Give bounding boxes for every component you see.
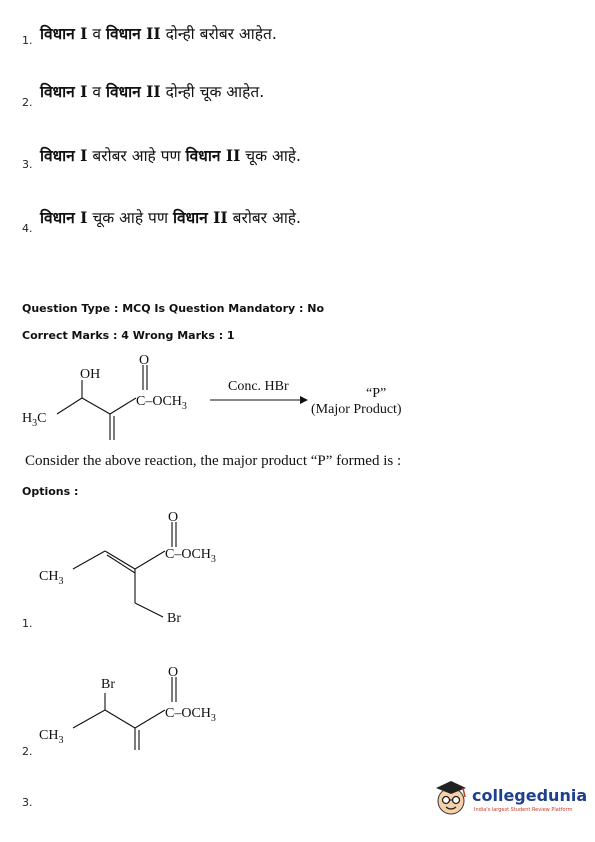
collegedunia-logo [432,777,588,821]
statement-1-conj: व [92,25,101,43]
statement-2-text [40,80,264,102]
reactant-structure [57,365,147,440]
question-text: Consider the above reaction, the major product “P” formed is : [25,453,402,469]
option-1-ester-label: $C-OCH_3$ [165,547,216,565]
option-1-ch3-label: $CH_3$ [39,569,64,587]
h3c-label: $H_3C$ [22,411,47,429]
statement-1-s1: विधान I [40,24,88,43]
statement-4-s1: विधान I [40,208,88,227]
marks-line: Correct Marks : 4 Wrong Marks : 1 [22,329,235,342]
statement-1-number: 1. [22,34,33,47]
ester-label: $C-OCH_3$ [136,394,187,412]
statement-4-text [40,206,301,228]
options-label: Options : [22,485,79,498]
option-2-ch3-label: $CH_3$ [39,728,64,746]
option-1-structure [35,505,265,630]
statement-1-s2: विधान II [105,24,161,43]
option-1-br-label: Br [167,611,181,626]
carbonyl-o-label: O [139,353,150,368]
option-1-o-label: O [168,510,179,525]
option-1-number: 1. [22,617,33,630]
statement-4-rest: बरोबर आहे. [232,209,301,227]
statement-3-text [40,144,301,166]
statement-1-rest: दोन्ही बरोबर आहेत. [165,25,277,43]
question-type-line: Question Type : MCQ Is Question Mandatory : No [22,302,325,315]
reaction-scheme [20,350,440,450]
statement-3-s1: विधान I [40,146,88,165]
logo-tagline: India's largest Student Review Platform [474,807,573,813]
option-2-ester-label: $C-OCH_3$ [165,706,216,724]
statement-3-rest: चूक आहे. [245,147,301,165]
statement-3-number: 3. [22,158,33,171]
option-2-number: 2. [22,745,33,758]
option-2-o-label: O [168,665,179,680]
oh-label: OH [80,367,101,382]
statement-4-number: 4. [22,222,33,235]
statement-3-s2: विधान II [185,146,241,165]
statement-4-mid: चूक आहे पण [92,209,169,227]
statement-2-number: 2. [22,96,33,109]
statement-1-text [40,22,277,44]
statement-4-s2: विधान II [173,208,228,227]
statement-2-rest: दोन्ही चूक आहेत. [165,83,265,101]
statement-2-s2: विधान II [105,82,161,101]
option-3-number: 3. [22,796,33,809]
product-p-label: “P” [366,386,387,401]
logo-name: collegedunia [472,786,588,805]
graduate-mascot-icon [432,777,470,817]
statement-2-conj: व [92,83,101,101]
statement-2-s1: विधान I [40,82,88,101]
product-major-label: (Major Product) [311,402,402,417]
option-2-br-label: Br [101,677,115,692]
reaction-arrow [210,396,308,404]
reagent-label: Conc. HBr [228,379,289,394]
statement-3-mid: बरोबर आहे पण [92,147,181,165]
option-2-structure [35,660,265,755]
